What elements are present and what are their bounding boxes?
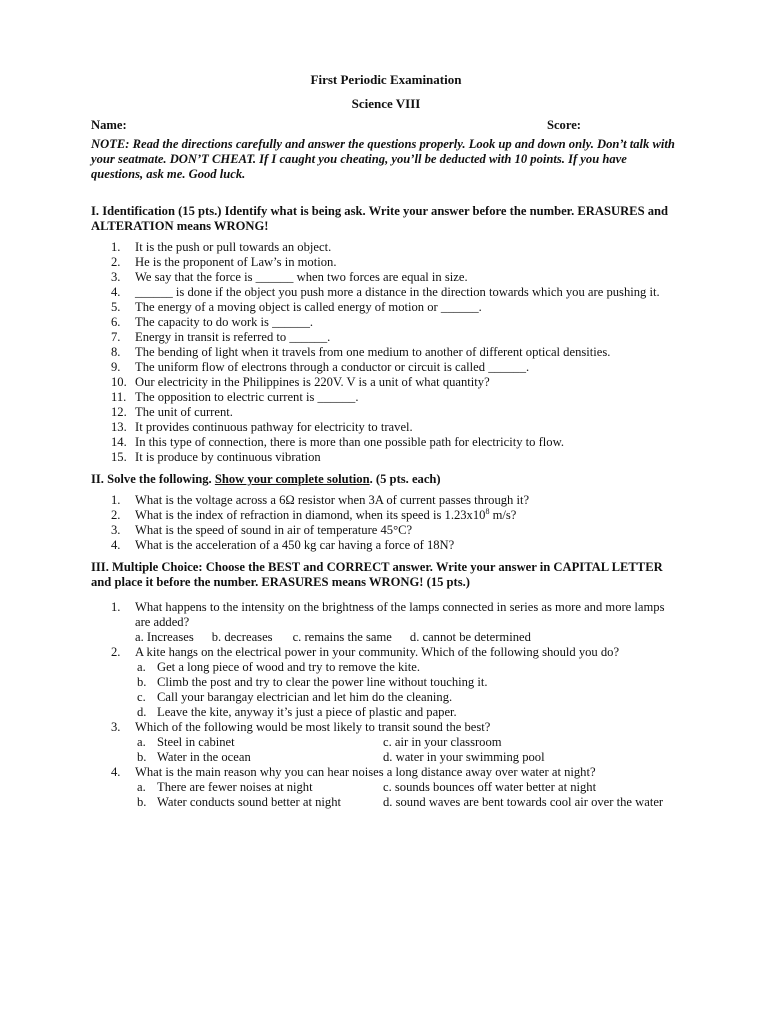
item-number: 14. [111, 435, 127, 449]
item-number: 12. [111, 405, 127, 419]
option-text: There are fewer noises at night [157, 780, 313, 794]
list-item [91, 508, 681, 523]
question-1-options [91, 630, 681, 645]
question-3-options [91, 735, 681, 765]
multiple-choice-list [91, 600, 681, 630]
multiple-choice-list-4 [91, 765, 681, 780]
option-row [91, 750, 681, 765]
list-item [91, 538, 681, 553]
item-text: The capacity to do work is ______. [135, 315, 314, 329]
option-text-right: c. air in your classroom [383, 735, 502, 749]
option-text: Call your barangay electrician and let him do the cleaning. [157, 690, 453, 704]
option-letter: b. [137, 795, 147, 809]
list-item [91, 435, 681, 450]
item-text: It provides continuous pathway for electricity to travel. [135, 420, 413, 434]
question-text: What happens to the intensity on the brightness of the lamps connected in series as more and more lamps are added? [135, 600, 665, 629]
question-2-options [91, 660, 681, 720]
list-item [91, 420, 681, 435]
item-number: 3. [111, 270, 121, 284]
item-number: 9. [111, 360, 121, 374]
item-text: Energy in transit is referred to ______. [135, 330, 331, 344]
option-row [91, 675, 681, 690]
option-text: Steel in cabinet [157, 735, 235, 749]
item-number: 15. [111, 450, 127, 464]
multiple-choice-list-3 [91, 720, 681, 735]
item-number: 3. [111, 720, 121, 734]
list-item [91, 405, 681, 420]
exam-title: First Periodic Examination [310, 72, 462, 87]
section-solve-heading [91, 472, 681, 487]
option-row [91, 660, 681, 675]
option-text-right: d. water in your swimming pool [383, 750, 545, 764]
section-identification-heading: I. Identification (15 pts.) Identify what is being ask. Write your answer before the number. ERASURES and ALTERATION means WRONG! [91, 204, 669, 233]
question-4 [91, 765, 681, 780]
item-text: In this type of connection, there is more than one possible path for electricity to flow. [135, 435, 564, 449]
item-number: 3. [111, 523, 121, 537]
item-number: 4. [111, 765, 121, 779]
item-text: We say that the force is ______ when two forces are equal in size. [135, 270, 468, 284]
option-b: b. decreases [211, 630, 273, 644]
list-item [91, 285, 681, 300]
item-text: He is the proponent of Law’s in motion. [135, 255, 337, 269]
option-text: Water in the ocean [157, 750, 251, 764]
item-text: Our electricity in the Philippines is 220V. V is a unit of what quantity? [135, 375, 490, 389]
question-1 [91, 600, 681, 630]
list-item [91, 300, 681, 315]
item-number: 2. [111, 508, 121, 522]
section-solve-heading-c: . (5 pts. each) [369, 472, 441, 486]
question-text: What is the main reason why you can hear noises a long distance away over water at night? [135, 765, 596, 779]
solve-list [91, 493, 681, 553]
item-text: The energy of a moving object is called energy of motion or ______. [135, 300, 482, 314]
item-number: 4. [111, 538, 121, 552]
identification-list [91, 240, 681, 465]
option-letter: d. [137, 705, 147, 719]
list-item [91, 450, 681, 465]
question-4-options [91, 780, 681, 810]
option-row [91, 780, 681, 795]
list-item [91, 270, 681, 285]
exam-note: NOTE: Read the directions carefully and answer the questions properly. Look up and down only. Don’t talk with your seatmate. DON’T CHEAT. If I caught you cheating, you’ll be deducted with 10 points. If you have questions, ask me. Good luck. [91, 137, 675, 181]
option-text: Get a long piece of wood and try to remove the kite. [157, 660, 420, 674]
item-text-b: m/s? [489, 508, 517, 522]
item-number: 1. [111, 493, 121, 507]
item-text [135, 508, 681, 523]
item-text: It is the push or pull towards an object. [135, 240, 332, 254]
list-item [91, 345, 681, 360]
option-row [91, 705, 681, 720]
item-number: 10. [111, 375, 127, 389]
item-number: 7. [111, 330, 121, 344]
list-item [91, 240, 681, 255]
option-row [91, 735, 681, 750]
list-item [91, 360, 681, 375]
option-a: a. Increases [135, 630, 194, 644]
option-text: Leave the kite, anyway it’s just a piece of plastic and paper. [157, 705, 457, 719]
item-text: ______ is done if the object you push more a distance in the direction towards which you are pushing it. [135, 285, 660, 299]
item-number: 4. [111, 285, 121, 299]
question-3 [91, 720, 681, 735]
item-number: 2. [111, 645, 121, 659]
multiple-choice-list-2 [91, 645, 681, 660]
section-multiple-choice-heading: III. Multiple Choice: Choose the BEST and CORRECT answer. Write your answer in CAPITAL LETTER and place it before the number. ERASURES means WRONG! (15 pts.) [91, 560, 663, 589]
item-number: 1. [111, 600, 121, 614]
item-text: What is the speed of sound in air of temperature 45°C? [135, 523, 413, 537]
option-letter: a. [137, 660, 146, 674]
item-number: 8. [111, 345, 121, 359]
exponent: 8 [485, 506, 490, 516]
option-row [91, 690, 681, 705]
section-solve-heading-a: II. Solve the following. [91, 472, 215, 486]
option-text-right: c. sounds bounces off water better at night [383, 780, 597, 794]
option-text: Water conducts sound better at night [157, 795, 341, 809]
list-item [91, 330, 681, 345]
item-number: 6. [111, 315, 121, 329]
option-letter: b. [137, 675, 147, 689]
option-d: d. cannot be determined [409, 630, 531, 644]
item-text: What is the acceleration of a 450 kg car having a force of 18N? [135, 538, 455, 552]
question-text: A kite hangs on the electrical power in your community. Which of the following should you do? [135, 645, 620, 659]
name-score-row [91, 118, 681, 133]
item-number: 2. [111, 255, 121, 269]
list-item [91, 375, 681, 390]
item-text: It is produce by continuous vibration [135, 450, 321, 464]
option-letter: a. [137, 780, 146, 794]
item-text: The opposition to electric current is ______. [135, 390, 359, 404]
list-item [91, 523, 681, 538]
option-letter: a. [137, 735, 146, 749]
item-text-a: What is the index of refraction in diamond, when its speed is 1.23x10 [135, 508, 486, 522]
option-text-right: d. sound waves are bent towards cool air over the water [383, 795, 664, 809]
exam-page [91, 72, 681, 810]
item-text: The unit of current. [135, 405, 233, 419]
score-label: Score: [546, 118, 581, 132]
name-label: Name: [91, 118, 127, 132]
exam-subtitle: Science VIII [351, 96, 421, 111]
item-text: What is the voltage across a 6Ω resistor when 3A of current passes through it? [135, 493, 530, 507]
item-number: 5. [111, 300, 121, 314]
option-letter: c. [137, 690, 146, 704]
item-text: The uniform flow of electrons through a conductor or circuit is called ______. [135, 360, 530, 374]
question-2 [91, 645, 681, 660]
option-text: Climb the post and try to clear the power line without touching it. [157, 675, 488, 689]
list-item [91, 315, 681, 330]
option-letter: b. [137, 750, 147, 764]
list-item [91, 390, 681, 405]
list-item [91, 255, 681, 270]
section-solve-heading-b: Show your complete solution [214, 472, 370, 486]
option-c: c. remains the same [292, 630, 392, 644]
item-number: 11. [111, 390, 127, 404]
question-text: Which of the following would be most likely to transit sound the best? [135, 720, 491, 734]
option-row [91, 795, 681, 810]
list-item [91, 493, 681, 508]
item-number: 1. [111, 240, 121, 254]
item-number: 13. [111, 420, 127, 434]
item-text: The bending of light when it travels from one medium to another of different optical densities. [135, 345, 611, 359]
